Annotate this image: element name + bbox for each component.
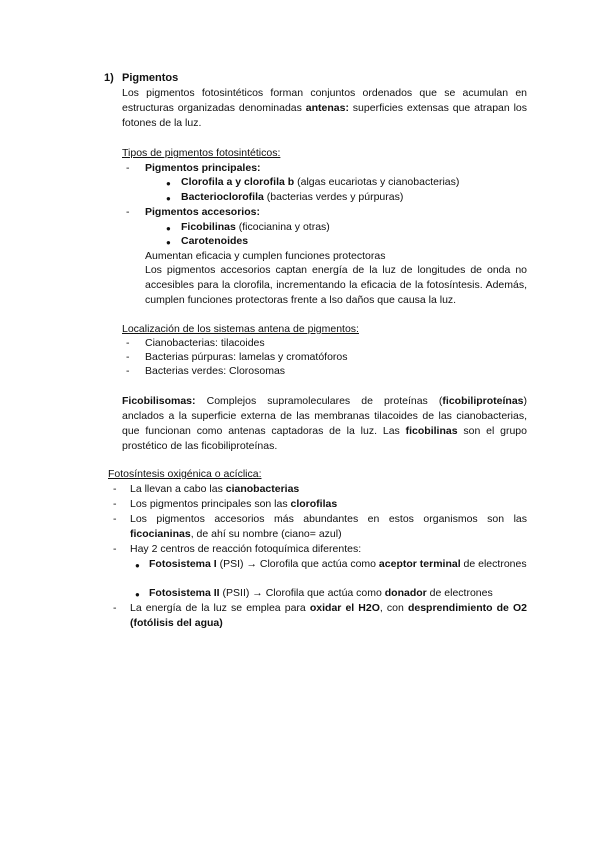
fs-item-1-text: La llevan a cabo las xyxy=(130,483,226,495)
section-title xyxy=(104,71,178,86)
accesorio-item-2-bold: Carotenoides xyxy=(181,235,249,247)
fs-item-2-bold: clorofilas xyxy=(290,498,338,510)
ps1-text-2: de electrones xyxy=(460,558,527,570)
section-number: 1) xyxy=(104,72,114,84)
dash-fotosintesis: - xyxy=(113,498,117,510)
principal-item-1 xyxy=(181,175,459,190)
principal-item-2 xyxy=(181,190,403,205)
localizacion-heading: Localización de los sistemas antena de pigmentos: xyxy=(122,323,359,335)
accesorio-item-1-bold: Ficobilinas xyxy=(181,221,236,233)
fs-item-2-text: Los pigmentos principales son las xyxy=(130,498,291,510)
fotosistema-1 xyxy=(149,557,527,572)
principal-item-2-bold: Bacterioclorofila xyxy=(181,191,264,203)
dash-accesorios: - xyxy=(126,206,130,218)
accesorio-item-2 xyxy=(181,234,248,249)
principal-item-2-rest: (bacterias verdes y púrpuras) xyxy=(263,191,404,203)
accesorio-item-1-rest: (ficocianina y otras) xyxy=(235,221,330,233)
intro-text-1: Los pigmentos fotosintéticos forman conjuntos ordenados que se acumulan en estructuras organizadas denominadas xyxy=(122,87,527,114)
ficobilisomas-text-3: son el grupo prostético de las ficobiliproteínas. xyxy=(122,425,527,452)
ps2-text-1: (PSII) → Clorofila que actúa como xyxy=(219,587,385,599)
localizacion-item-3: Bacterias verdes: Clorosomas xyxy=(145,365,286,377)
bullet-dot: ● xyxy=(166,224,171,233)
fs-item-5-bold-2: desprendimiento de O2 (fotólisis del agua) xyxy=(130,602,527,629)
fotosintesis-item-5 xyxy=(130,601,527,631)
fotosistema-2 xyxy=(149,586,493,601)
fs-item-3-bold: ficocianinas xyxy=(130,528,191,540)
fotosintesis-item-2 xyxy=(130,497,337,512)
dash-localizacion: - xyxy=(126,365,130,377)
tipos-heading: Tipos de pigmentos fotosintéticos: xyxy=(122,147,281,159)
bullet-dot: ● xyxy=(166,194,171,203)
dash-fotosintesis: - xyxy=(113,543,117,555)
ps2-text-2: de electrones xyxy=(426,587,493,599)
fs-item-5-bold-1: oxidar el H2O xyxy=(309,602,380,614)
fs-item-3-text-1: Los pigmentos accesorios más abundantes en estos organismos son las xyxy=(130,513,527,525)
fs-item-3-text-2: , de ahí su nombre (ciano= azul) xyxy=(190,528,342,540)
fotosintesis-item-3 xyxy=(130,512,527,542)
principal-item-1-bold: Clorofila a y clorofila b xyxy=(181,176,295,188)
fotosintesis-item-1 xyxy=(130,482,299,497)
dash-fotosintesis: - xyxy=(113,513,117,525)
bullet-dot: ● xyxy=(135,561,140,570)
principal-item-1-rest: (algas eucariotas y cianobacterias) xyxy=(294,176,460,188)
intro-bold-antenas: antenas: xyxy=(305,102,349,114)
ps2-bold: Fotosistema II xyxy=(149,587,220,599)
dash-fotosintesis: - xyxy=(113,483,117,495)
fotosintesis-item-4: Hay 2 centros de reacción fotoquímica diferentes: xyxy=(130,543,362,555)
bullet-dot: ● xyxy=(166,238,171,247)
fs-item-1-bold: cianobacterias xyxy=(225,483,300,495)
fs-item-5-text-2: , con xyxy=(379,602,408,614)
ficobiliproteinas-bold: ficobiliproteínas xyxy=(442,395,524,407)
ps1-bold-2: aceptor terminal xyxy=(378,558,461,570)
fs-item-5-text-1: La energía de la luz se emplea para xyxy=(130,602,310,614)
ficobilisomas-text-2: ) anclados a la superficie externa de las membranas tilacoides de las cianobacterias, que funcionan como antenas captadoras de la luz. Las xyxy=(122,395,527,437)
dash-localizacion: - xyxy=(126,337,130,349)
localizacion-item-2: Bacterias púrpuras: lamelas y cromatóforos xyxy=(145,351,348,363)
accesorio-item-1 xyxy=(181,220,330,235)
intro-text-2: superficies extensas que atrapan los fotones de la luz. xyxy=(122,102,527,129)
accesorios-label: Pigmentos accesorios: xyxy=(145,206,260,218)
bullet-dot: ● xyxy=(166,179,171,188)
ps1-text-1: (PSI) → Clorofila que actúa como xyxy=(216,558,379,570)
ficobilisomas-text-1: Complejos supramoleculares de proteínas ( xyxy=(195,395,443,407)
ps1-bold: Fotosistema I xyxy=(149,558,217,570)
dash-fotosintesis: - xyxy=(113,602,117,614)
intro-paragraph xyxy=(122,86,527,131)
ps2-bold-2: donador xyxy=(384,587,427,599)
dash-localizacion: - xyxy=(126,351,130,363)
accesorios-note-2: Los pigmentos accesorios captan energía de la luz de longitudes de onda no accesibles para la clorofila, incrementando la eficacia de la fotosíntesis. Además, cumplen funciones protectoras frente a lso daños que causa la luz. xyxy=(145,264,527,306)
fotosintesis-heading: Fotosíntesis oxigénica o acíclica: xyxy=(108,468,262,480)
section-title-text: Pigmentos xyxy=(122,72,179,84)
ficobilisomas-paragraph xyxy=(122,394,527,454)
ficobilinas-bold: ficobilinas xyxy=(405,425,458,437)
bullet-dot: ● xyxy=(135,590,140,599)
localizacion-item-1: Cianobacterias: tilacoides xyxy=(145,337,265,349)
ficobilisomas-term: Ficobilisomas: xyxy=(122,395,196,407)
dash-principales: - xyxy=(126,162,130,174)
accesorios-note-1: Aumentan eficacia y cumplen funciones protectoras xyxy=(145,250,386,262)
principales-label: Pigmentos principales: xyxy=(145,162,261,174)
